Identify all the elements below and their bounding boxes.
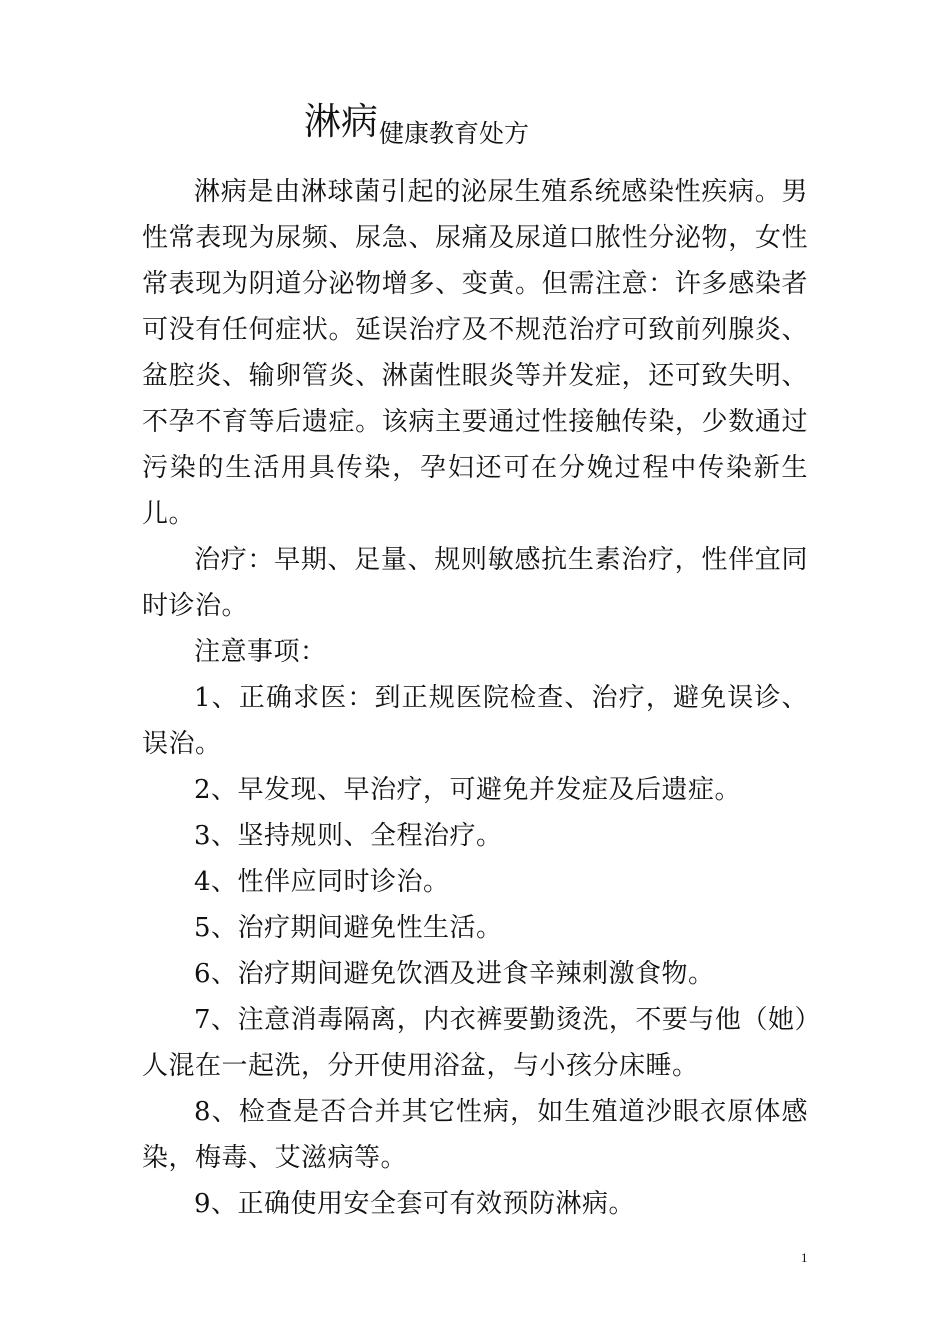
note-item-8: 8、检查是否合并其它性病，如生殖道沙眼衣原体感染，梅毒、艾滋病等。 (142, 1097, 808, 1173)
note-item-6: 6、治疗期间避免饮酒及进食辛辣刺激食物。 (194, 959, 715, 989)
note-item-7: 7、注意消毒隔离，内衣裤要勤烫洗，不要与他（她）人混在一起洗，分开使用浴盆，与小孩分床睡。 (142, 1005, 808, 1081)
note-item-5: 5、治疗期间避免性生活。 (194, 913, 503, 943)
note-item-2: 2、早发现、早治疗，可避免并发症及后遗症。 (194, 775, 742, 805)
page-number: 1 (801, 1250, 808, 1265)
title-main: 淋病 (304, 100, 378, 143)
document-body (142, 169, 808, 1227)
note-item-4: 4、性伴应同时诊治。 (194, 867, 450, 897)
document-title (304, 100, 529, 149)
notes-heading: 注意事项： (194, 637, 327, 667)
title-subtitle: 健康教育处方 (379, 119, 530, 148)
note-item-3: 3、坚持规则、全程治疗。 (194, 821, 503, 851)
treatment-paragraph: 治疗：早期、足量、规则敏感抗生素治疗，性伴宜同时诊治。 (142, 545, 808, 621)
note-item-1: 1、正确求医：到正规医院检查、治疗，避免误诊、误治。 (142, 683, 808, 759)
note-item-9: 9、正确使用安全套可有效预防淋病。 (194, 1189, 636, 1219)
intro-paragraph: 淋病是由淋球菌引起的泌尿生殖系统感染性疾病。男性常表现为尿频、尿急、尿痛及尿道口脓性分泌物，女性常表现为阴道分泌物增多、变黄。但需注意：许多感染者可没有任何症状。延误治疗及不规范治疗可致前列腺炎、盆腔炎、输卵管炎、淋菌性眼炎等并发症，还可致失明、不孕不育等后遗症。该病主要通过性接触传染，少数通过污染的生活用具传染，孕妇还可在分娩过程中传染新生儿。 (142, 177, 808, 529)
